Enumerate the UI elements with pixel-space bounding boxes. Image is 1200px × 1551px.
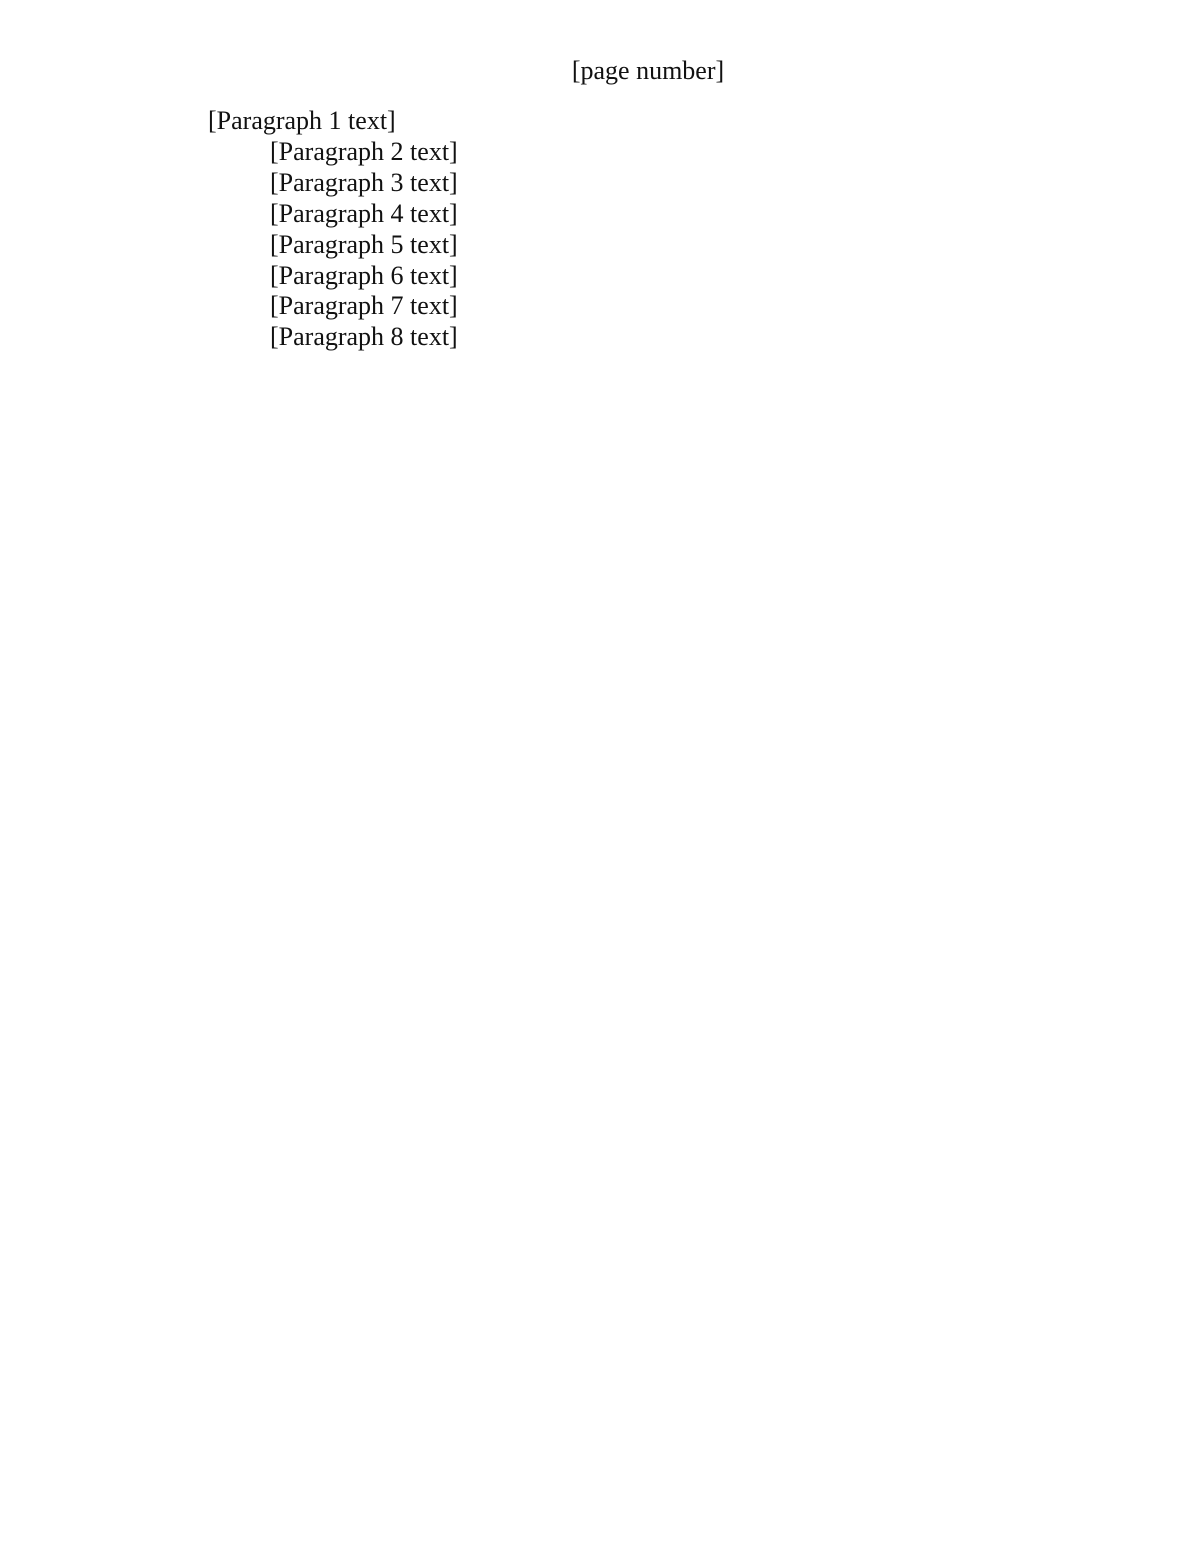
paragraph-6: [Paragraph 6 text] bbox=[270, 260, 458, 290]
paragraph-3: [Paragraph 3 text] bbox=[270, 167, 458, 197]
paragraph-1: [Paragraph 1 text] bbox=[208, 106, 396, 135]
page-number: [page number] bbox=[571, 56, 725, 85]
paragraph-8: [Paragraph 8 text] bbox=[270, 322, 458, 352]
paragraph-4: [Paragraph 4 text] bbox=[270, 198, 458, 228]
paragraph-7: [Paragraph 7 text] bbox=[270, 291, 458, 321]
document-body bbox=[208, 106, 1088, 353]
paragraph-2: [Paragraph 2 text] bbox=[270, 136, 458, 166]
paragraph-5: [Paragraph 5 text] bbox=[270, 229, 458, 259]
